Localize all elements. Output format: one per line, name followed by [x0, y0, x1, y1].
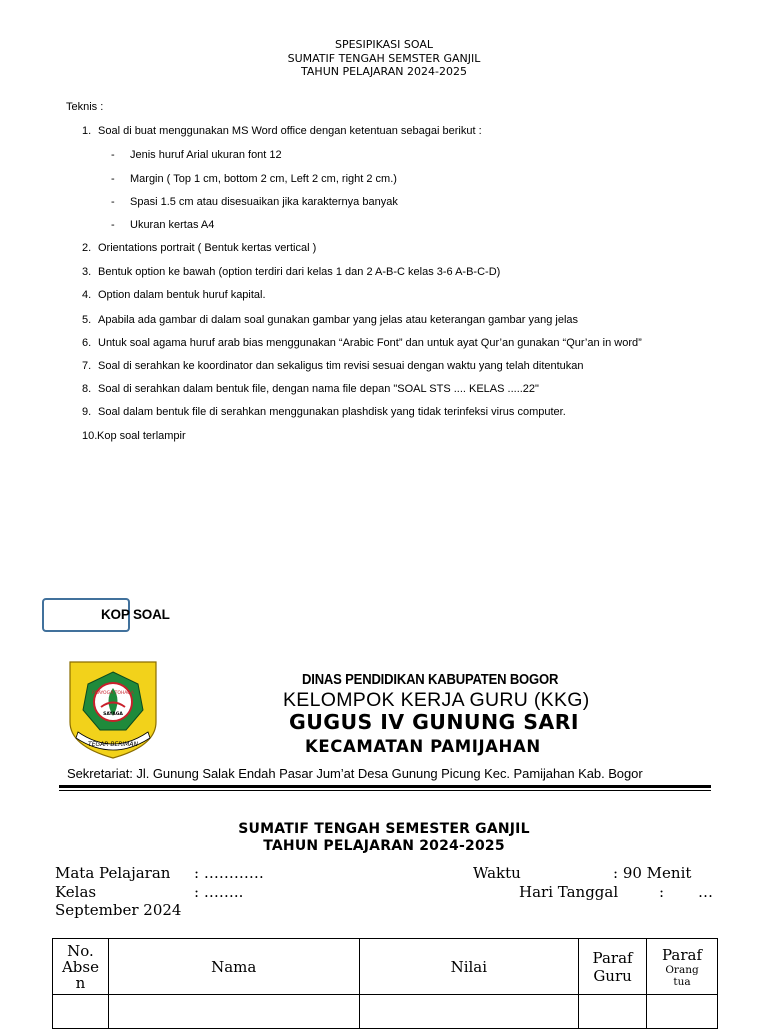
logo-inner-text: SAYAGA	[103, 712, 123, 717]
list-item	[0, 406, 768, 420]
col-paraf-guru	[579, 939, 647, 995]
list-item	[0, 289, 768, 303]
list-item-number: 3.	[82, 266, 92, 278]
spec-title-line2: SUMATIF TENGAH SEMSTER GANJIL	[287, 51, 481, 65]
letterhead-sekretariat: Sekretariat: Jl. Gunung Salak Endah Pasar Jum’at Desa Gunung Picung Kec. Pamijahan Kab. Bogor	[67, 766, 643, 781]
hari-tanggal-label: Hari Tanggal	[519, 883, 619, 901]
list-item-text: Soal di serahkan ke koordinator dan sekaligus tim revisi sesuai dengan waktu yang telah ditentukan	[98, 360, 584, 372]
list-subitem-dash: -	[111, 149, 115, 161]
list-item	[0, 337, 768, 351]
list-subitem	[0, 196, 768, 210]
table-cell[interactable]	[647, 995, 718, 1029]
col-paraf-guru-line2: Guru	[593, 966, 632, 985]
list-subitem-text: Spasi 1.5 cm atau disesuaikan jika karakternya banyak	[130, 196, 398, 208]
col-no-line2: Abse	[61, 957, 99, 976]
list-item-number: 1.	[82, 125, 92, 137]
hari-tanggal-colon: :	[659, 883, 665, 901]
list-item-text: Untuk soal agama huruf arab bias menggunakan “Arabic Font” dan untuk ayat Qur’an gunakan “Qur’an in word”	[98, 337, 642, 349]
list-subitem-text: Margin ( Top 1 cm, bottom 2 cm, Left 2 cm, right 2 cm.)	[130, 173, 397, 185]
date-value: September 2024	[55, 901, 182, 919]
col-paraf-ortu	[647, 939, 718, 995]
list-item	[0, 430, 768, 444]
letterhead-rule-thin	[59, 790, 711, 791]
spec-title-line1: SPESIPIKASI SOAL	[334, 38, 434, 51]
list-item-number: 10.	[82, 430, 98, 442]
list-subitem	[0, 219, 768, 233]
letterhead-gugus: GUGUS IV GUNUNG SARI	[289, 710, 579, 734]
list-item-text: Kop soal terlampir	[97, 430, 186, 442]
exam-title-line2: TAHUN PELAJARAN 2024-2025	[263, 838, 505, 854]
col-nama: Nama	[108, 939, 359, 995]
list-subitem-dash: -	[111, 219, 115, 231]
table-row	[53, 995, 718, 1029]
list-item	[0, 360, 768, 374]
teknis-label: Teknis :	[66, 101, 104, 113]
col-no-absen	[53, 939, 109, 995]
waktu-value: : 90 Menit	[613, 864, 692, 882]
list-item-text: Soal di serahkan dalam bentuk file, dengan nama file depan "SOAL STS .... KELAS .....22"	[98, 383, 539, 395]
list-subitem-dash: -	[111, 173, 115, 185]
exam-title	[0, 821, 768, 855]
table-cell[interactable]	[359, 995, 579, 1029]
list-item-text: Bentuk option ke bawah (option terdiri dari kelas 1 dan 2 A-B-C kelas 3-6 A-B-C-D)	[98, 266, 501, 278]
table-cell[interactable]	[53, 995, 109, 1029]
list-item-number: 7.	[82, 360, 92, 372]
letterhead-kkg: KELOMPOK KERJA GURU (KKG)	[283, 689, 590, 711]
logo-ring-text: PRAYOGA TOHAGA	[92, 691, 134, 696]
list-item-number: 4.	[82, 289, 92, 301]
list-subitem-dash: -	[111, 196, 115, 208]
list-subitem-text: Jenis huruf Arial ukuran font 12	[130, 149, 282, 161]
col-nilai: Nilai	[359, 939, 579, 995]
col-paraf-ortu-line3: tua	[673, 975, 691, 988]
letterhead-kecamatan: KECAMATAN PAMIJAHAN	[305, 737, 541, 756]
col-paraf-ortu-line1: Paraf	[662, 945, 703, 964]
letterhead-dinas: DINAS PENDIDIKAN KABUPATEN BOGOR	[302, 672, 559, 688]
list-subitem	[0, 173, 768, 187]
list-item-number: 6.	[82, 337, 92, 349]
spec-title	[0, 38, 768, 79]
kelas-label: Kelas	[55, 883, 97, 901]
list-item	[0, 266, 768, 280]
kelas-value[interactable]: : ……..	[194, 883, 244, 901]
list-item-text: Option dalam bentuk huruf kapital.	[98, 289, 266, 301]
list-item	[0, 125, 768, 139]
exam-title-line1: SUMATIF TENGAH SEMESTER GANJIL	[238, 821, 530, 837]
col-no-line3: n	[75, 973, 86, 992]
list-subitem-text: Ukuran kertas A4	[130, 219, 215, 231]
logo-ribbon-text: TEGAR BERIMAN	[88, 741, 138, 748]
table-cell[interactable]	[108, 995, 359, 1029]
letterhead-rule	[59, 785, 711, 788]
hari-tanggal-value[interactable]: …	[698, 883, 713, 901]
attendance-table	[52, 938, 718, 1029]
list-item-number: 5.	[82, 314, 92, 326]
col-no-line1: No.	[67, 941, 94, 960]
kop-soal-label: KOP SOAL	[101, 607, 170, 622]
kabupaten-bogor-logo	[68, 660, 158, 760]
list-item	[0, 242, 768, 256]
waktu-label: Waktu	[473, 864, 521, 882]
table-cell[interactable]	[579, 995, 647, 1029]
mapel-value[interactable]: : …………	[194, 864, 264, 882]
list-item-text: Soal dalam bentuk file di serahkan menggunakan plashdisk yang tidak terinfeksi virus computer.	[98, 406, 566, 418]
list-item-text: Orientations portrait ( Bentuk kertas vertical )	[98, 242, 317, 254]
list-item-text: Soal di buat menggunakan MS Word office dengan ketentuan sebagai berikut :	[98, 125, 482, 137]
spec-title-line3: TAHUN PELAJARAN 2024-2025	[301, 65, 467, 78]
list-item-number: 9.	[82, 406, 92, 418]
list-item-number: 8.	[82, 383, 92, 395]
list-item-number: 2.	[82, 242, 92, 254]
list-item	[0, 383, 768, 397]
list-subitem	[0, 149, 768, 163]
col-paraf-ortu-line2: Orang	[665, 963, 699, 976]
list-item-text: Apabila ada gambar di dalam soal gunakan gambar yang jelas atau keterangan gambar yang jelas	[98, 314, 579, 326]
col-paraf-guru-line1: Paraf	[592, 948, 633, 967]
mapel-label: Mata Pelajaran	[55, 864, 171, 882]
list-item	[0, 314, 768, 328]
table-header-row	[53, 939, 718, 995]
